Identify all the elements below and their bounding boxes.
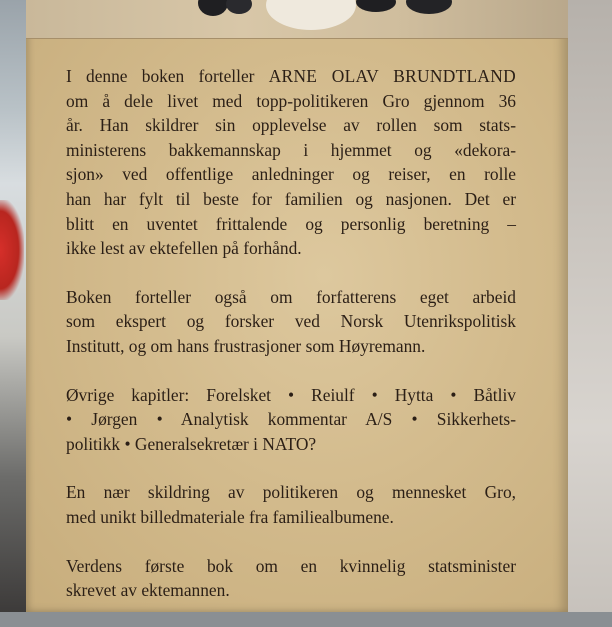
blurb-line: Boken forteller også om forfatterens eget arbeid [66, 286, 516, 307]
blurb-text-span: I denne boken forteller [66, 66, 269, 86]
blurb-line: En nær skildring av politikeren og mennesket Gro, [66, 482, 516, 503]
blurb-paragraph-4 [66, 480, 516, 529]
blurb-paragraph-1 [66, 64, 516, 261]
blurb-line [66, 64, 516, 89]
blurb-line: år. Han skildrer sin opplevelse av rollen som stats- [66, 115, 516, 136]
blurb-line: ikke lest av ektefellen på forhånd. [66, 238, 302, 259]
background-red-object [0, 200, 24, 300]
blurb-text [66, 64, 516, 627]
blurb-line: Øvrige kapitler: Forelsket • Reiulf • Hytta • Båtliv [66, 384, 516, 405]
author-name: ARNE OLAV BRUNDTLAND [268, 66, 516, 86]
blurb-line: med unikt billedmateriale fra familiealbumene. [66, 506, 394, 527]
blurb-line: politikk • Generalsekretær i NATO? [66, 433, 317, 454]
background-left [0, 0, 26, 612]
chapter-list [66, 383, 516, 457]
blurb-line: han har fylt til beste for familien og nasjonen. Det er [66, 188, 516, 209]
blurb-line: ministerens bakkemannskap i hjemmet og «dekora- [66, 139, 516, 160]
blurb-line: Verdens første bok om en kvinnelig statsminister [66, 555, 516, 576]
blurb-line: sjon» ved offentlige anledninger og reiser, en rolle [66, 164, 516, 185]
blurb-paragraph-5 [66, 554, 516, 603]
photo-figure-dark [356, 0, 396, 12]
blurb-line: Institutt, og om hans frustrasjoner som Høyremann. [66, 335, 426, 356]
background-right [566, 0, 612, 612]
blurb-line: • Jørgen • Analytisk kommentar A/S • Sikkerhets- [66, 409, 516, 430]
photo-figure-light [266, 0, 356, 30]
blurb-line: blitt en uventet frittalende og personlig beretning – [66, 213, 516, 234]
cover-photo-strip [26, 0, 568, 39]
blurb-line: skrevet av ektemannen. [66, 580, 230, 601]
blurb-line: om å dele livet med topp-politikeren Gro gjennom 36 [66, 90, 516, 111]
blurb-line: som ekspert og forsker ved Norsk Utenrikspolitisk [66, 311, 516, 332]
blurb-paragraph-2 [66, 285, 516, 359]
photo-figure-dark [198, 0, 228, 16]
photo-figure-dark [406, 0, 452, 14]
photo-figure-dark [226, 0, 252, 14]
